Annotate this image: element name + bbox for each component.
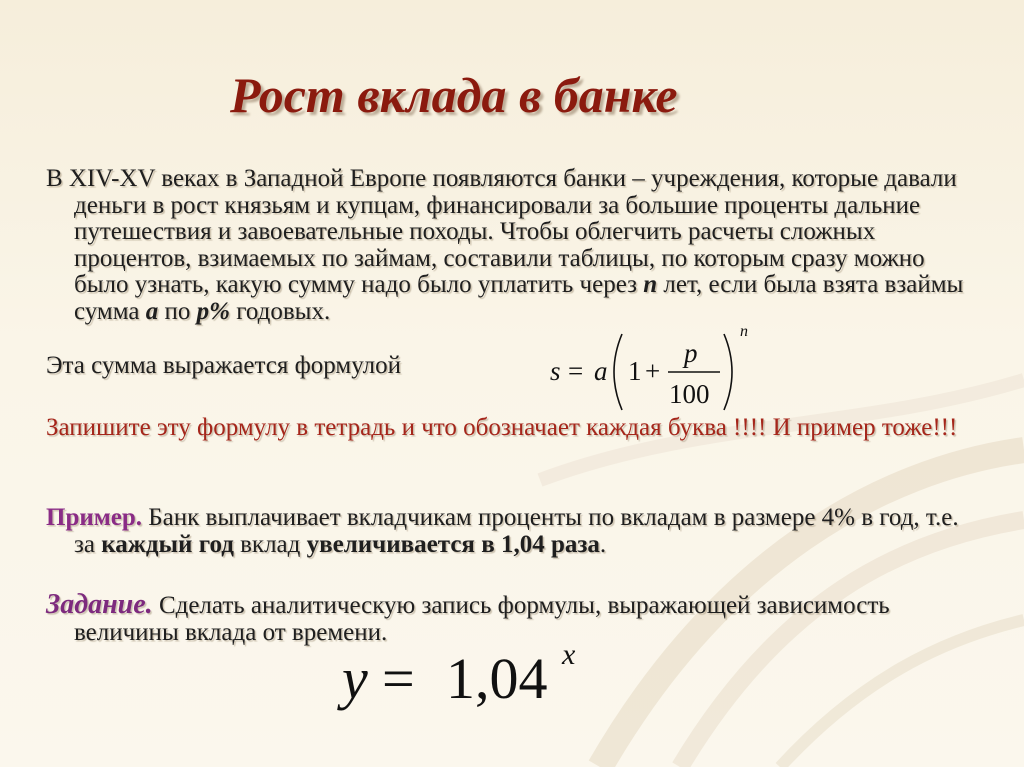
task-paragraph (46, 589, 964, 646)
intro-text-3: по (158, 297, 197, 325)
intro-text-1: В XIV-XV веках в Западной Европе появляются банки – учреждения, которые давали деньги в рост князьям и купцам, финансировали за большие проценты дальние путешествия и завоевательные походы. Чтобы облегчить расчеты сложных процентов, взимаемых по займам, составили таблицы, по которым сразу можно было узнать, какую сумму надо было уплатить через (46, 165, 957, 298)
formula-plus: + (645, 356, 661, 386)
answer-base: 1,04 (446, 646, 548, 711)
intro-text-2: лет, если была взята взаймы сумма (74, 271, 964, 325)
variable-a: a (145, 297, 159, 325)
formula-s: s (550, 356, 561, 386)
answer-eq: = (382, 646, 415, 711)
instruction-text: Запишите эту формулу в тетрадь и что обозначает каждая буква !!!! И пример тоже!!! (46, 414, 958, 441)
example-label: Пример. (46, 504, 143, 531)
formula-right-paren (724, 334, 732, 410)
formula-one: 1 (628, 356, 642, 386)
answer-formula (340, 640, 600, 710)
example-bold-2: увеличивается в 1,04 раза (306, 530, 600, 558)
formula-denominator: 100 (669, 379, 710, 409)
formula-a: a (594, 356, 608, 386)
intro-text-4: годовых. (229, 297, 331, 325)
variable-p: p% (196, 297, 230, 325)
example-text-3: . (599, 530, 607, 558)
task-label: Задание. (46, 589, 153, 620)
intro-paragraph (46, 166, 964, 325)
formula-exponent: n (740, 323, 748, 340)
example-paragraph (46, 505, 964, 558)
example-text-1: Банк выплачивает вкладчикам проценты по вкладам в размере 4% в год, т.е. за (74, 504, 959, 558)
example-bold-1: каждый год (101, 530, 234, 558)
slide-title: Рост вклада в банке (230, 67, 678, 123)
formula-left-paren (614, 334, 622, 410)
answer-exponent: x (562, 638, 576, 671)
example-text-2: вклад (233, 530, 307, 558)
answer-y: y (342, 646, 368, 711)
task-text: Сделать аналитическую запись формулы, выражающей зависимость величины вклада от времени. (74, 592, 890, 646)
variable-n: n (643, 271, 658, 298)
formula-eq: = (568, 356, 584, 386)
compound-interest-formula (548, 323, 758, 412)
formula-intro: Эта сумма выражается формулой (46, 352, 401, 379)
formula-numerator: p (684, 338, 698, 368)
